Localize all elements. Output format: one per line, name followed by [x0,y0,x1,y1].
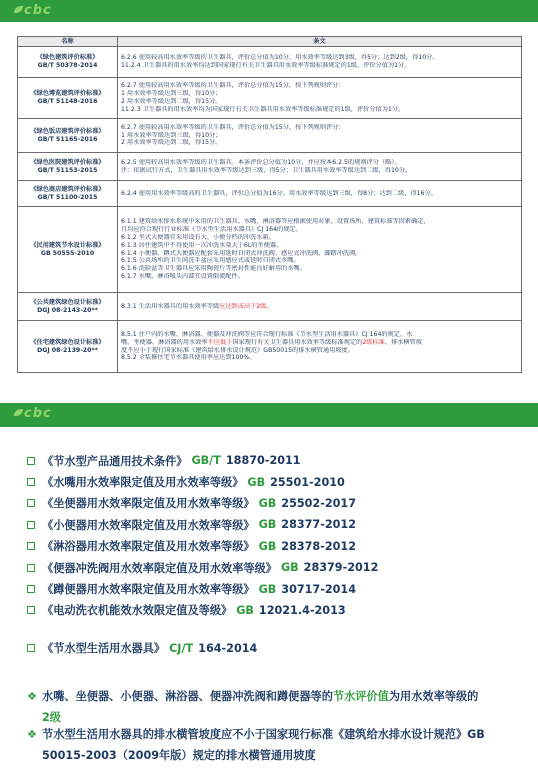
standard-name-cell [18,47,118,78]
logo-text: cbc [24,3,52,18]
standard-number: 164-2014 [198,641,258,655]
clause-line [121,303,518,311]
clause-cell [118,293,522,321]
standard-code: GB/T 50378-2014 [37,62,98,69]
column-header-name: 名称 [18,37,118,47]
brand-logo [14,406,52,421]
logo-text: cbc [24,406,52,421]
clause-highlight: 应达到或高于2级 [219,302,267,310]
clause-highlight: 2级标准 [362,338,385,346]
clause-line [121,339,518,347]
clause-line: 6.1.7 水嘴、淋浴喷头内部宜设置限流配件。 [121,273,244,281]
clause-line: 6.2.4 使用用水效率等级高的卫生器具，评价总分值为16分。用水效率等级达到三级，得8分；达到二级，得16分。 [121,189,437,197]
standard-number: 28379-2012 [303,561,379,575]
standard-number: 28377-2012 [281,518,356,532]
clause-cell [118,153,522,181]
table-row [18,293,522,321]
checkbox-bullet-icon [27,521,35,529]
clause-line: 且均应符合现行行业标准《节水型生活用水器具》CJ 164的规定。 [121,225,302,233]
standard-title: 《公共建筑绿色设计标准》 [30,298,105,306]
list-item [27,557,527,578]
standard-code: GB/T 51165-2016 [37,135,98,143]
table-row [18,153,522,181]
clause-line: 6.2.7 使用较高用水效率等级的卫生器具，评价总分值为15分，按下列规则评分： [121,82,345,90]
clause-text: 8.3.1 生活用水器具的用水效率等级 [121,302,220,310]
diamond-bullet-icon: ❖ [27,690,38,703]
clause-line: 6.2.6 使用较高用水效率等级的卫生器具，评价总分值为10分。用水效率等级达到3级，得5分；达到2级，得10分。 [121,54,439,62]
standard-title: 《绿色建筑评价标准》 [36,54,99,62]
list-item [27,471,527,492]
clause-line: 1 用水效率等级达到三级，得10分； [121,90,222,98]
standard-number: 25502-2017 [281,496,356,510]
standards-list [27,450,527,621]
standard-title: 《节水型产品通用技术条件》 [42,454,188,468]
clause-line: 11.2.3 卫生器具的用水效率均为国家现行有关卫生器具用水效率等级标准规定的1级，评价分值为1分。 [121,105,405,113]
table-row [18,181,522,207]
checkbox-bullet-icon [27,585,35,593]
standard-title: 《绿色博览建筑评价标准》 [30,90,105,98]
standard-code: GB/T [191,454,221,468]
note-bullet [27,724,527,766]
standard-number: 30717-2014 [281,582,356,596]
brand-logo [14,3,52,18]
standard-name-cell [18,119,118,153]
table-row [18,47,522,78]
clause-line: 6.1.2 坐式大便器宜采用设有大、小便分档的冲洗水箱。 [121,233,275,241]
standard-name-cell [18,181,118,207]
cj-standard-item [27,640,257,656]
standard-title: 《绿色商店建筑评价标准》 [30,185,105,193]
standard-code: GB [247,475,266,489]
checkbox-bullet-icon [27,499,35,507]
checkbox-bullet-icon [27,457,35,465]
clause-line: 6.2.5 使用较高用水效率等级的卫生器具。本条评价总分值为10分，并应按本6.2.5的规则评分（略）。 [121,158,401,166]
standard-title: 《小便器用水效率限定值及用水效率等级》 [42,518,255,532]
standard-title: 《坐便器用水效率限定值及用水效率等级》 [42,497,255,511]
standard-name-cell [18,321,118,373]
leaf-icon [14,409,23,416]
note-text: 水嘴、坐便器、小便器、淋浴器、便器冲洗阀和蹲便器等的 [42,690,333,703]
checkbox-bullet-icon [27,542,35,550]
clause-cell [118,119,522,153]
table-row [18,207,522,293]
clause-line: 6.1.5 公共场所的卫生间洗手盆应采用感应式或延时自闭式水嘴。 [121,257,300,265]
standard-code: GB [258,582,277,596]
clause-line: 8.5.2 全装修住宅节水器具使用率应达到100%。 [121,354,256,362]
standard-number: 25501-2010 [270,475,345,489]
clause-line: 注：依据试行方式，卫生器具用水效率等级达到三级，得5分；卫生器具用水效率等级达到二级，得10分。 [121,166,412,174]
diamond-bullet-icon: ❖ [27,728,38,741]
standard-title: 《民用建筑节水设计标准》 [30,241,105,249]
standard-name-cell [18,153,118,181]
standard-code: DGJ 08-2139-20** [37,346,98,354]
standard-number: 28378-2012 [281,539,356,553]
checkbox-bullet-icon [27,644,35,652]
checkbox-bullet-icon [27,478,35,486]
note-text: 50015-2003（2009年版）规定的排水横管通用坡度 [42,749,316,762]
clause-cell [118,321,522,373]
standard-title: 《绿色医院建筑评价标准》 [30,158,105,166]
table-row [18,78,522,119]
standard-code: GB/T 51148-2016 [37,98,98,105]
standard-title: 《蹲便器用水效率限定值及用水效率等级》 [42,583,255,597]
standard-title: 《节水型生活用水器具》 [42,642,166,655]
column-header-clause: 条文 [118,37,522,47]
table-row [18,321,522,373]
standard-title: 《便器冲洗阀用水效率限定值及用水效率等级》 [42,561,277,575]
standard-name-cell [18,293,118,321]
list-item [27,600,527,621]
clause-text: 嘴、坐便器、淋浴器的用水效率 [121,338,208,346]
standard-code: DGJ 08-2143-20** [37,306,98,314]
clause-text: 。 [266,302,273,310]
note-text: 节水型生活用水器具的排水横管坡度应不小于国家现行标准《建筑给水排水设计规范》GB [42,728,485,741]
top-banner [0,0,538,22]
standard-title: 《电动洗衣机能效水效限定值及等级》 [42,604,233,618]
standard-code: GB [258,518,277,532]
standard-code: GB/T 51153-2015 [37,166,98,174]
standard-code: GB 50555-2010 [40,249,95,257]
table-header-row [18,37,522,47]
clause-cell [118,207,522,293]
standard-code: GB [280,561,299,575]
standard-title: 《淋浴器用水效率限定值及用水效率等级》 [42,540,255,554]
standard-title: 《水嘴用水效率限定值及用水效率等级》 [42,476,244,490]
list-item [27,493,527,514]
checkbox-bullet-icon [27,606,35,614]
standard-title: 《住宅建筑绿色设计标准》 [30,338,105,346]
note-highlight: 节水评价值 [332,690,389,703]
table-row [18,119,522,153]
standard-number: 12021.4-2013 [258,603,346,617]
clause-cell [118,47,522,78]
note-bullet [27,686,527,728]
clause-line: 度不应小于现行国家标准《建筑给水排水设计规范》GB50015的排水横管通用坡度。 [121,346,354,354]
clause-line: 6.1.3 居住建筑中不得使用一次冲洗水量大于6L的坐便器。 [121,241,283,249]
clause-text: 国家现行有关卫生器具用水效率等级标准规定的 [232,338,363,346]
clause-line: 8.5.1 住户内的水嘴、淋浴器、便器及冲洗阀等应符合现行标准《节水型生活用水器具》CJ 164的规定，水 [121,330,413,338]
clause-line: 2 用水效率等级达到二级，得15分。 [121,98,222,105]
clause-line: 6.1.4 小便器、蹲式大便器应配套采用延时自闭式冲洗阀、感应式冲洗阀、脚踏冲洗阀。 [121,249,362,257]
list-item [27,450,527,471]
standard-number: 18870-2011 [225,454,301,468]
standard-name-cell [18,207,118,293]
section-banner [0,403,538,427]
clause-line: 6.1.6 洗脸盆等卫生器具应采用陶瓷片等密封性能良好耐用的水嘴。 [121,265,306,273]
clause-line: 6.1.1 建筑给水排水系统中采用的卫生器具、水嘴、淋浴器等应根据使用对象、设置场所、建筑标准等因素确定， [121,217,430,225]
clause-cell [118,78,522,119]
standard-title: 《绿色饭店建筑评价标准》 [30,127,105,135]
clause-line: 11.2.4 卫生器具的用水效率均达到国家现行有关卫生器具用水效率等级标准规定的1级，评价分值为1分。 [121,62,411,69]
checkbox-bullet-icon [27,564,35,572]
leaf-icon [14,6,23,13]
list-item [27,578,527,599]
standards-clause-table [17,36,522,373]
list-item [27,514,527,535]
standard-code: CJ/T [169,641,194,655]
standard-code: GB [258,539,277,553]
clause-cell [118,181,522,207]
list-item [27,536,527,557]
standard-name-cell [18,78,118,119]
clause-text: 。排水横管坡 [384,338,422,346]
note-text: 为用水效率等级的 [388,690,479,703]
standard-code: GB/T 51100-2015 [37,193,98,201]
note-highlight: 2级 [42,711,61,724]
clause-line: 2 用水效率等级达到二级，得15分。 [121,139,222,147]
standard-code: GB [258,496,277,510]
clause-highlight: 不应低于 [207,338,233,346]
standard-code: GB [236,603,254,617]
clause-line: 6.2.7 使用较高用水效率等级的卫生器具，评价总分值为15分，按下列规则评分： [121,123,345,131]
clause-line: 1 用水效率等级达到三级，得10分； [121,131,222,139]
